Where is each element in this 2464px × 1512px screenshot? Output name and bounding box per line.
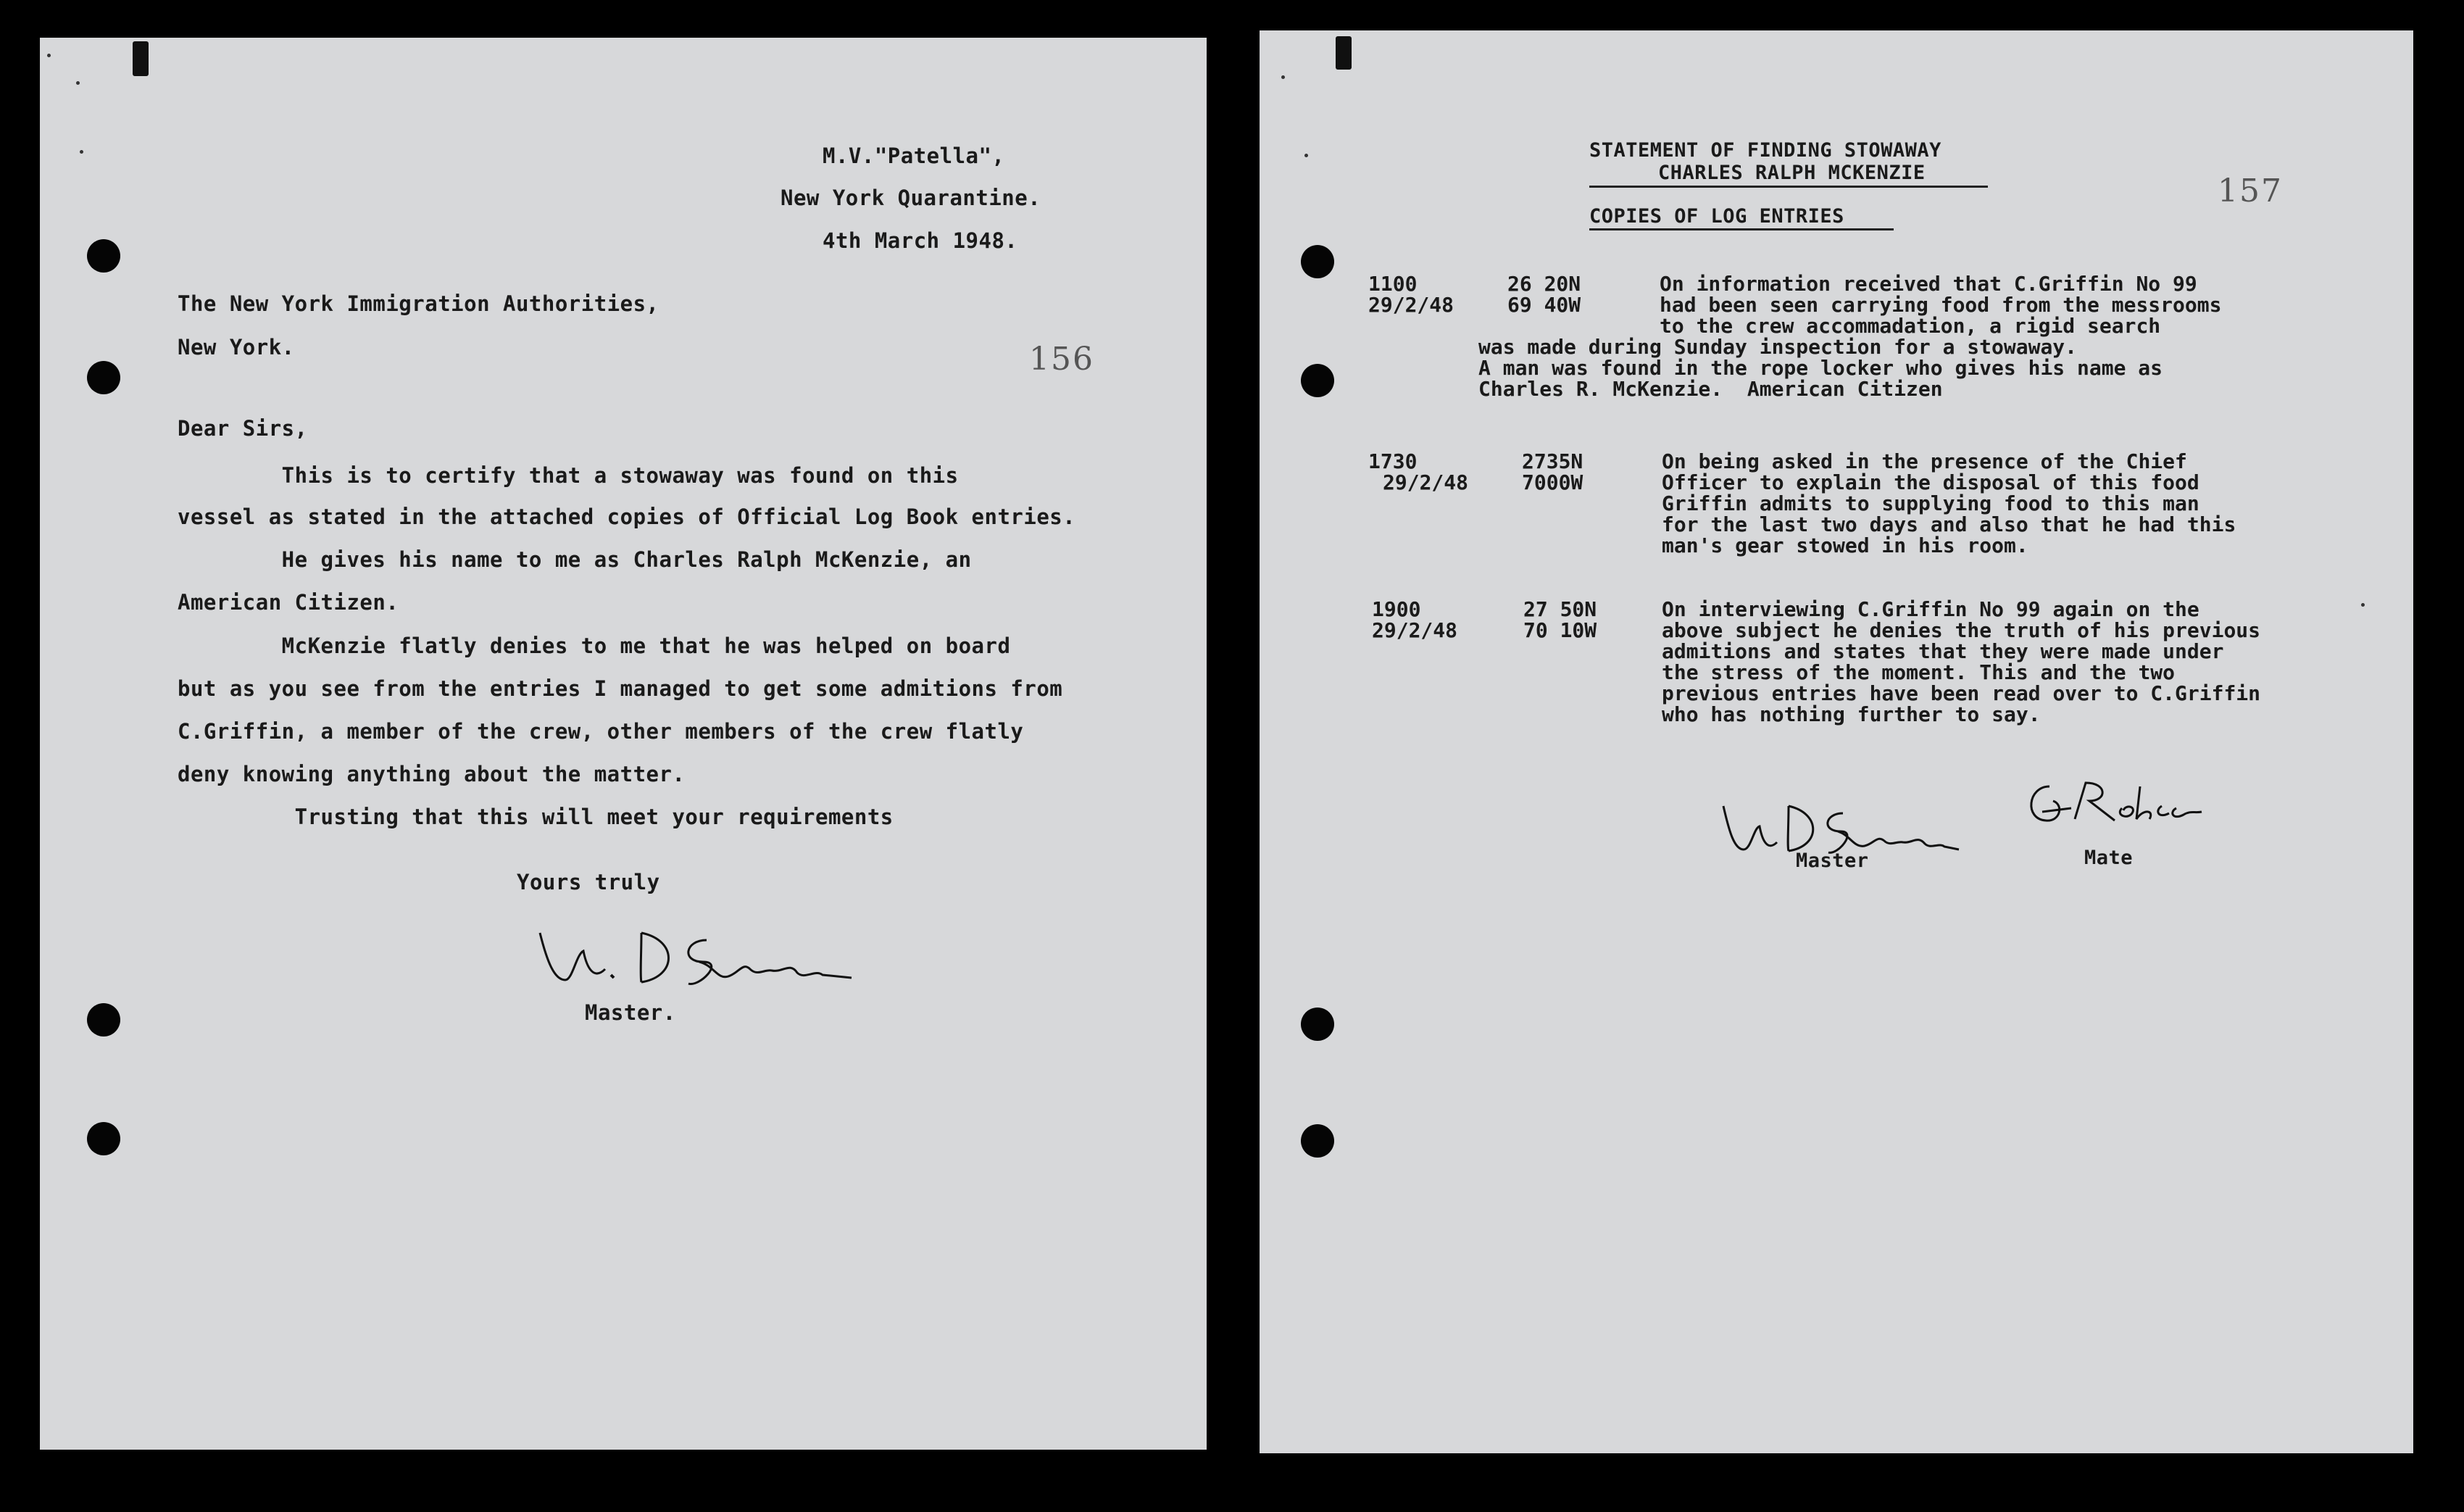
- corner-mark: [133, 41, 149, 76]
- page-number: 156: [1029, 341, 1094, 378]
- body-line: Trusting that this will meet your requirements: [178, 805, 894, 829]
- entry-latitude: 2735N: [1522, 449, 1583, 473]
- log-page: [1260, 30, 2413, 1453]
- entry-longitude: 70 10W: [1523, 618, 1597, 642]
- page-number: 157: [2218, 173, 2283, 209]
- closing: Yours truly: [517, 870, 660, 894]
- salutation: Dear Sirs,: [178, 416, 308, 441]
- corner-mark: [1336, 36, 1352, 70]
- speck: [80, 150, 83, 154]
- speck: [1281, 75, 1285, 79]
- entry-text: On information received that C.Griffin No 99 had been seen carrying food from the messrooms to the crew accommadation, a rigid search: [1660, 272, 2222, 338]
- entry-time: 1100: [1368, 272, 1418, 296]
- entry-text-continuation: was made during Sunday inspection for a stowaway. A man was found in the rope locker who gives his name as Charles R. McKenzie. American Citizen: [1478, 335, 2163, 401]
- speck: [1304, 154, 1308, 157]
- mate-signature: [2020, 768, 2209, 844]
- binder-hole: [87, 361, 120, 394]
- speck: [47, 54, 51, 57]
- binder-hole: [1301, 1124, 1334, 1158]
- entry-time: 1900: [1372, 597, 1421, 621]
- subtitle-underline: [1589, 228, 1894, 230]
- entry-text: On being asked in the presence of the Chief Officer to explain the disposal of this food Griffin admits to supplying food to this man for the last two days and also that he had this man's gear stowed in his room.: [1662, 449, 2236, 557]
- mate-title: Mate: [2084, 847, 2134, 869]
- binder-hole: [87, 1122, 120, 1155]
- speck: [2361, 603, 2365, 607]
- letter-location: New York Quarantine.: [781, 186, 1041, 210]
- entry-latitude: 26 20N: [1507, 272, 1581, 296]
- vessel-name: M.V."Patella",: [823, 144, 1005, 168]
- statement-title: STATEMENT OF FINDING STOWAWAY: [1589, 139, 1941, 162]
- statement-subject: CHARLES RALPH MCKENZIE: [1658, 162, 1926, 184]
- entry-longitude: 7000W: [1522, 470, 1583, 494]
- binder-hole: [1301, 364, 1334, 397]
- master-signature: [533, 911, 866, 1001]
- binder-hole: [1301, 1008, 1334, 1041]
- body-line: but as you see from the entries I managed to get some admitions from: [178, 676, 1063, 701]
- letter-page: [40, 38, 1207, 1450]
- binder-hole: [87, 239, 120, 273]
- title-underline: [1589, 186, 1988, 188]
- entry-latitude: 27 50N: [1523, 597, 1597, 621]
- entry-date: 29/2/48: [1372, 618, 1458, 642]
- entry-longitude: 69 40W: [1507, 293, 1581, 317]
- body-line: McKenzie flatly denies to me that he was helped on board: [178, 634, 1011, 658]
- body-line: He gives his name to me as Charles Ralph McKenzie, an: [178, 547, 972, 572]
- body-line: This is to certify that a stowaway was found on this: [178, 463, 959, 488]
- signature-title: Master.: [585, 1000, 676, 1025]
- binder-hole: [87, 1003, 120, 1037]
- entry-time: 1730: [1368, 449, 1418, 473]
- addressee-line-2: New York.: [178, 335, 295, 360]
- entry-text: On interviewing C.Griffin No 99 again on the above subject he denies the truth of his previous admitions and states that they were made under the stress of the moment. This and the two previous entries have been read over to C.Griffin who has nothing further to say.: [1662, 597, 2261, 726]
- letter-date: 4th March 1948.: [823, 228, 1018, 253]
- addressee-line-1: The New York Immigration Authorities,: [178, 291, 659, 316]
- body-line: deny knowing anything about the matter.: [178, 762, 686, 786]
- body-line: vessel as stated in the attached copies of Official Log Book entries.: [178, 504, 1076, 529]
- log-subtitle: COPIES OF LOG ENTRIES: [1589, 205, 1844, 228]
- speck: [76, 81, 80, 85]
- body-line: C.Griffin, a member of the crew, other members of the crew flatly: [178, 719, 1024, 744]
- entry-date: 29/2/48: [1368, 293, 1454, 317]
- binder-hole: [1301, 245, 1334, 278]
- entry-date: 29/2/48: [1383, 470, 1469, 494]
- body-line: American Citizen.: [178, 590, 399, 615]
- master-title: Master: [1796, 850, 1869, 872]
